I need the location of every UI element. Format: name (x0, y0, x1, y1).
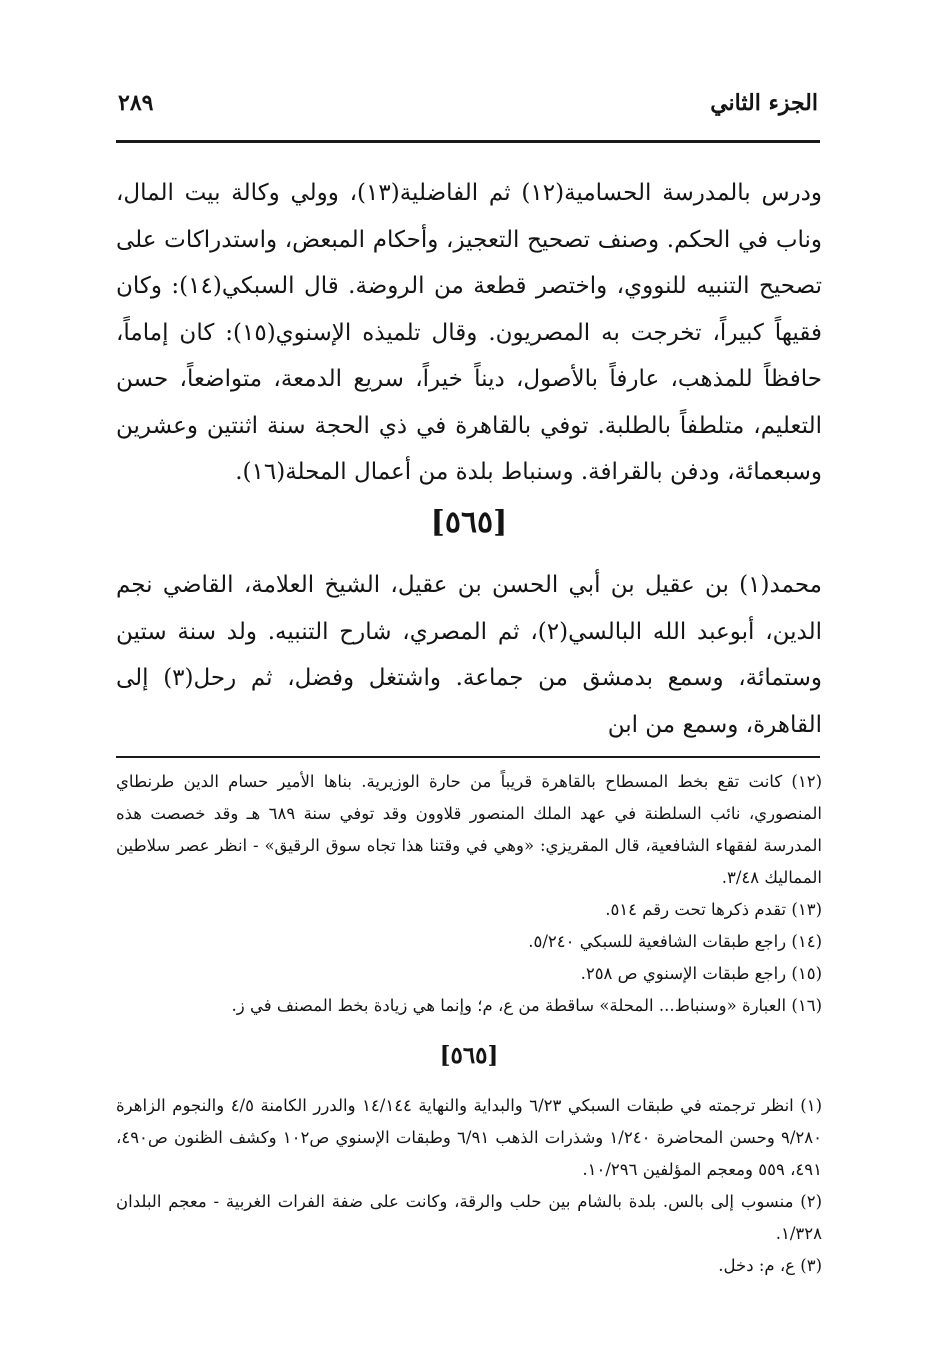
footnote-rule (116, 756, 820, 758)
footnotes-group-1 (116, 766, 822, 1022)
page-number: ٢٨٩ (118, 90, 154, 116)
footnote-12: (١٢) كانت تقع بخط المسطاح بالقاهرة قريباً من حارة الوزيرية. بناها الأمير حسام الدين طرنطاي المنصوري، نائب السلطنة في عهد الملك المنصور قلاوون وقد توفي سنة ٦٨٩ هـ وقد خصصت هذه المدرسة لفقهاء الشافعية، قال المقريزي: «وهي في وقتنا هذا تجاه سوق الرقيق» - انظر عصر سلاطين المماليك ٣/٤٨. (116, 772, 822, 887)
page-header (118, 86, 818, 130)
footnote-13: (١٣) تقدم ذكرها تحت رقم ٥١٤. (605, 900, 822, 919)
running-title: الجزء الثاني (710, 90, 818, 116)
footnote-15: (١٥) راجع طبقات الإسنوي ص ٢٥٨. (580, 964, 822, 983)
body-paragraph-2: محمد(١) بن عقيل بن أبي الحسن بن عقيل، الشيخ العلامة، القاضي نجم الدين، أبوعبد الله البالسي(٢)، ثم المصري، شارح التنبيه. ولد سنة ستين وستمائة، وسمع بدمشق من جماعة. واشتغل وفضل، ثم رحل(٣) إلى القاهرة، وسمع من ابن (116, 572, 822, 738)
entry-heading: [٥٦٥] (430, 505, 508, 540)
footnote-14: (١٤) راجع طبقات الشافعية للسبكي ٥/٢٤٠. (528, 932, 822, 951)
footnote-1: (١) انظر ترجمته في طبقات السبكي ٦/٢٣ والبداية والنهاية ١٤/١٤٤ والدرر الكامنة ٤/٥ والنجوم الزاهرة ٩/٢٨٠ وحسن المحاضرة ١/٢٤٠ وشذرات الذهب ٦/٩١ وطبقات الإسنوي ص١٠٢ وكشف الظنون ص٤٩٠، ٤٩١، ٥٥٩ ومعجم المؤلفين ١٠/٢٩٦. (116, 1096, 823, 1179)
footnote-2: (٢) منسوب إلى بالس. بلدة بالشام بين حلب والرقة، وكانت على ضفة الفرات الغربية - معجم البلدان ١/٣٢٨. (116, 1192, 822, 1243)
footnotes-group-2 (116, 1090, 822, 1282)
footnote-16: (١٦) العبارة «وسنباط... المحلة» ساقطة من ع، م؛ وإنما هي زيادة بخط المصنف في ز. (231, 996, 822, 1015)
footnotes-entry-heading: [٥٦٥] (439, 1042, 499, 1069)
body-paragraph-1: ودرس بالمدرسة الحسامية(١٢) ثم الفاضلية(١٣)، وولي وكالة بيت المال، وناب في الحكم. وصنف تصحيح التعجيز، وأحكام المبعض، واستدراكات على تصحيح التنبيه للنووي، واختصر قطعة من الروضة. قال السبكي(١٤): وكان فقيهاً كبيراً، تخرجت به المصريون. وقال تلميذه الإسنوي(١٥): كان إماماً، حافظاً للمذهب، عارفاً بالأصول، ديناً خيراً، سريع الدمعة، متواضعاً، حسن التعليم، متلطفاً بالطلبة. توفي بالقاهرة في ذي الحجة سنة اثنتين وعشرين وسبعمائة، ودفن بالقرافة. وسنباط بلدة من أعمال المحلة(١٦). (116, 180, 822, 485)
footnote-3: (٣) ع، م: دخل. (718, 1256, 822, 1275)
header-rule (116, 140, 820, 143)
